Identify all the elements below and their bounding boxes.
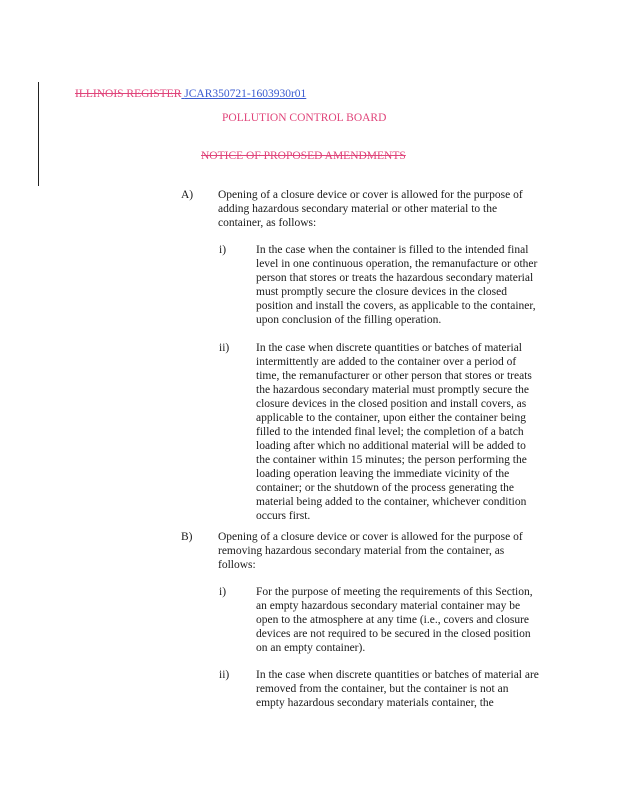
section-a-ii-text: In the case when discrete quantities or batches of material intermittently are added to the container over a period of time, the remanufacturer or other person that stores or treats the hazardous secondary material must promptly secure the closure devices in the closed position and install covers, as applicable to the container, upon either the container being filled to the intended final level; the completion of a batch loading after which no additional material will be added to the container within 15 minutes; the person performing the loading operation leaving the immediate vicinity of the container; or the shutdown of the process generating the material being added to the container, whichever condition occurs first. bbox=[256, 342, 532, 522]
register-header bbox=[75, 88, 306, 100]
section-b-i-label: i) bbox=[219, 586, 227, 598]
section-a-label: A) bbox=[181, 189, 194, 201]
revision-change-bar bbox=[38, 82, 39, 186]
register-doc-id: JCAR350721-1603930r01 bbox=[184, 88, 307, 100]
section-a-i-text: In the case when the container is filled to the intended final level in one continuous operation, the remanufacture or other person that stores or treats the hazardous secondary material must promptly secure the closure devices in the closed position and install the covers, as applicable to the container, upon conclusion of the filling operation. bbox=[256, 244, 538, 326]
section-a-i-label: i) bbox=[219, 244, 227, 256]
section-b-text: Opening of a closure device or cover is allowed for the purpose of removing hazardous secondary material from the container, as follows: bbox=[218, 531, 523, 571]
section-b-i-text: For the purpose of meeting the requirements of this Section, an empty hazardous secondary material container may be open to the atmosphere at any time (i.e., covers and closure devices are not required to be secured in the closed position on an empty container). bbox=[256, 586, 533, 654]
section-b-label: B) bbox=[181, 531, 193, 543]
section-a-ii-label: ii) bbox=[219, 342, 230, 354]
section-b-ii-label: ii) bbox=[219, 669, 230, 681]
section-b-ii-text: In the case when discrete quantities or batches of material are removed from the container, but the container is not an empty hazardous secondary materials container, the bbox=[256, 669, 539, 709]
notice-title: NOTICE OF PROPOSED AMENDMENTS bbox=[201, 150, 406, 162]
register-title: ILLINOIS REGISTER bbox=[75, 88, 182, 100]
board-title: POLLUTION CONTROL BOARD bbox=[222, 112, 387, 124]
section-a-text: Opening of a closure device or cover is allowed for the purpose of adding hazardous secondary material or other material to the container, as follows: bbox=[218, 189, 523, 229]
